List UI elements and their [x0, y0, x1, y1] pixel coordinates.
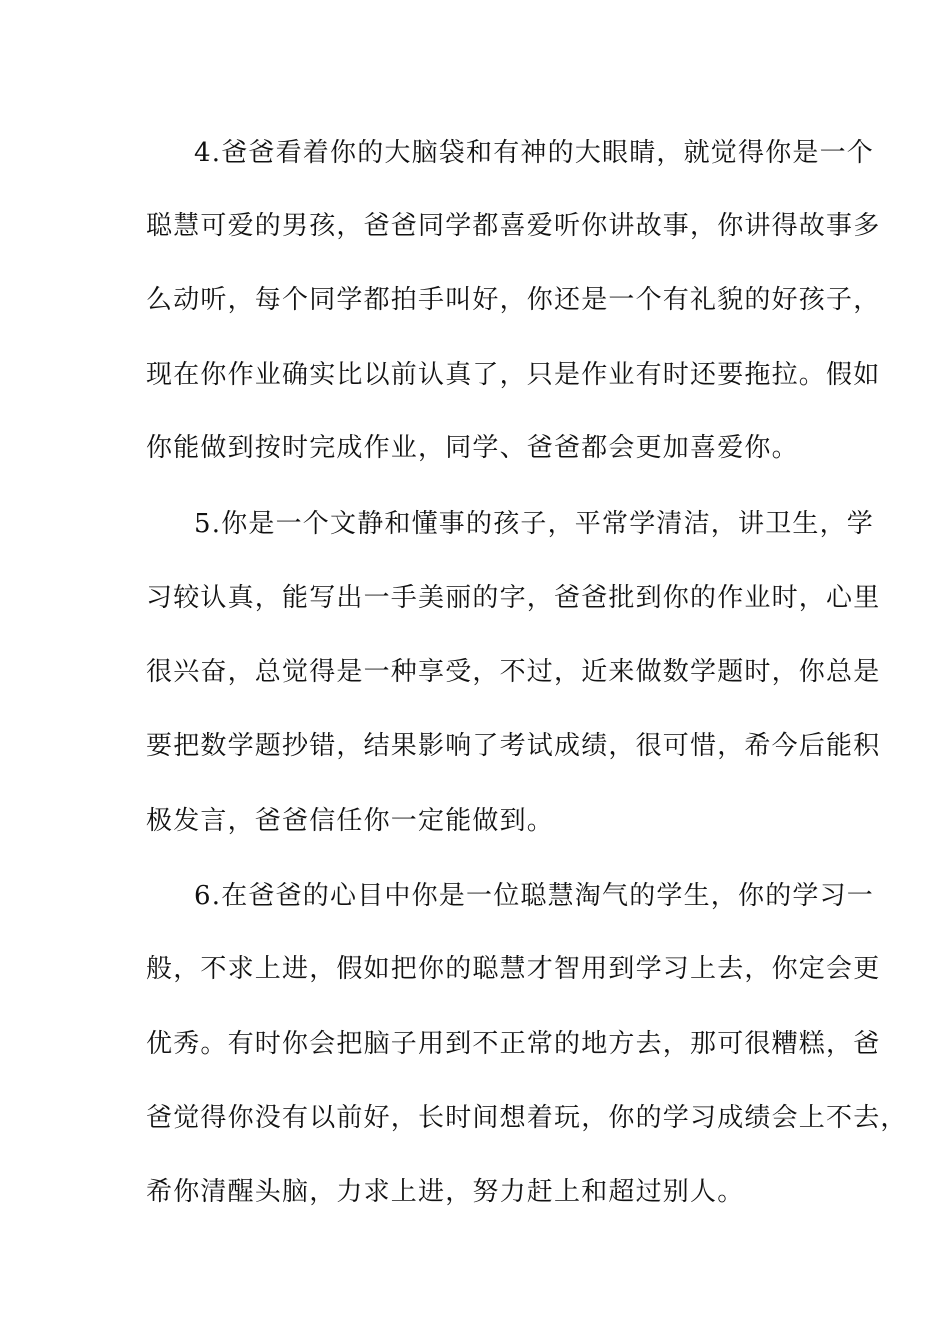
paragraph-line: 现在你作业确实比以前认真了，只是作业有时还要拖拉。假如	[146, 360, 881, 390]
paragraph-line: 你能做到按时完成作业，同学、爸爸都会更加喜爱你。	[146, 433, 799, 463]
paragraph-line: 4.爸爸看着你的大脑袋和有神的大眼睛，就觉得你是一个	[194, 138, 875, 168]
paragraph-line: 5.你是一个文静和懂事的孩子，平常学清洁，讲卫生，学	[194, 509, 875, 539]
paragraph-line: 聪慧可爱的男孩，爸爸同学都喜爱听你讲故事，你讲得故事多	[146, 211, 881, 241]
paragraph-line: 希你清醒头脑，力求上进，努力赶上和超过别人。	[146, 1177, 745, 1207]
paragraph-line: 习较认真，能写出一手美丽的字，爸爸批到你的作业时，心里	[146, 583, 881, 613]
paragraph-line: 很兴奋，总觉得是一种享受，不过，近来做数学题时，你总是	[146, 657, 881, 687]
paragraph-line: 6.在爸爸的心目中你是一位聪慧淘气的学生，你的学习一	[194, 881, 875, 911]
paragraph-line: 极发言，爸爸信任你一定能做到。	[146, 806, 555, 836]
paragraph-line: 要把数学题抄错，结果影响了考试成绩，很可惜，希今后能积	[146, 731, 881, 761]
paragraph-line: 爸觉得你没有以前好，长时间想着玩，你的学习成绩会上不去，	[146, 1103, 908, 1133]
paragraph-line: 优秀。有时你会把脑子用到不正常的地方去，那可很糟糕，爸	[146, 1029, 881, 1059]
paragraph-line: 么动听，每个同学都拍手叫好，你还是一个有礼貌的好孩子，	[146, 285, 881, 315]
paragraph-line: 般，不求上进，假如把你的聪慧才智用到学习上去，你定会更	[146, 954, 881, 984]
